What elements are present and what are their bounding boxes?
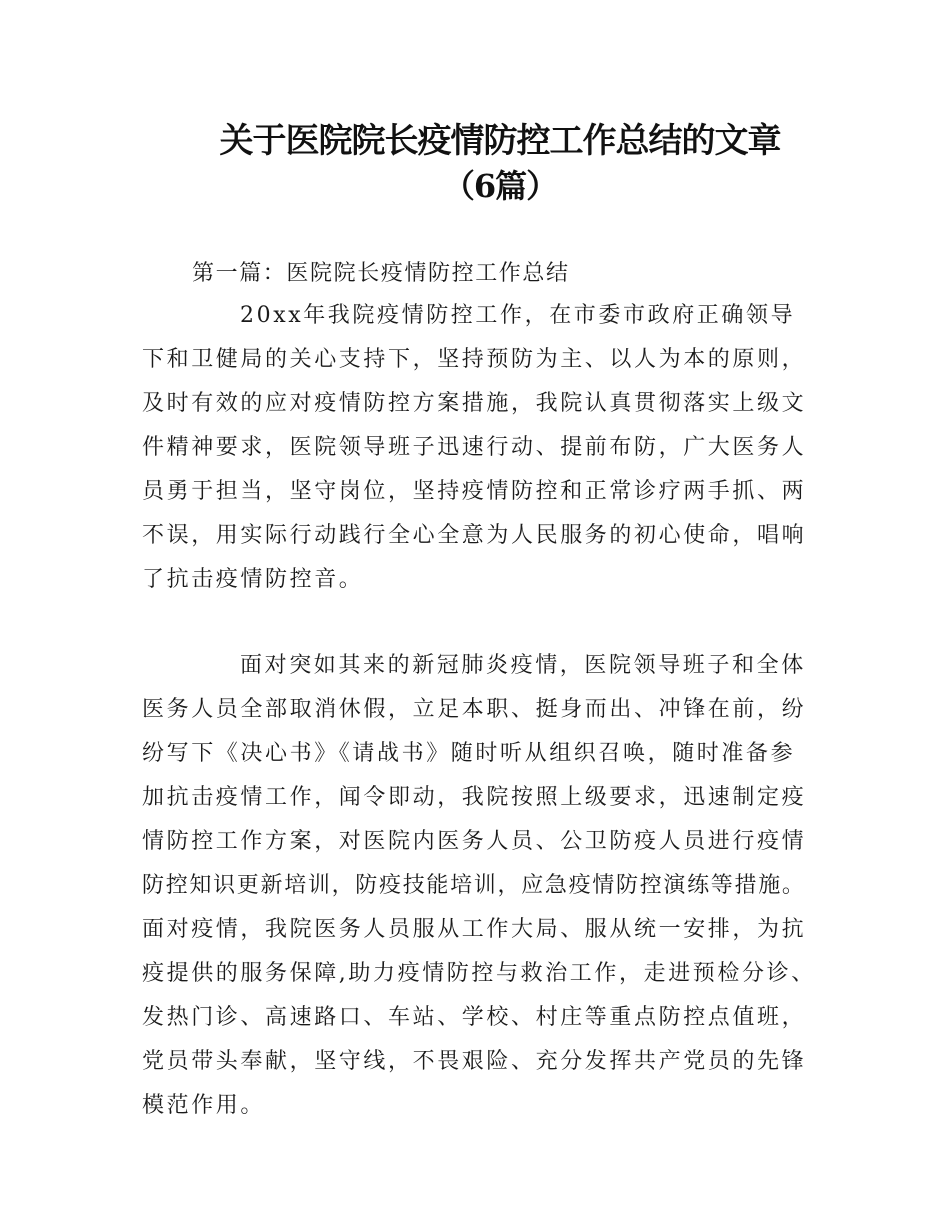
paragraph-line: 及时有效的应对疫情防控方案措施，我院认真贯彻落实上级文: [142, 391, 807, 416]
paragraph-line: 情防控工作方案，对医院内医务人员、公卫防疫人员进行疫情: [142, 829, 807, 854]
paragraph-line: 模范作用。: [142, 1093, 266, 1118]
paragraph-line: 医务人员全部取消休假，立足本职、挺身而出、冲锋在前，纷: [142, 697, 807, 722]
paragraph-line: 疫提供的服务保障,助力疫情防控与救治工作，走进预检分诊、: [142, 961, 816, 986]
section-heading: 第一篇：医院院长疫情防控工作总结: [192, 261, 570, 286]
document-title: 关于医院院长疫情防控工作总结的文章: [219, 121, 781, 161]
paragraph-line: 面对疫情，我院医务人员服从工作大局、服从统一安排，为抗: [142, 917, 807, 942]
paragraph-line: 加抗击疫情工作，闻令即动，我院按照上级要求，迅速制定疫: [142, 785, 807, 810]
paragraph-line: 发热门诊、高速路口、车站、学校、村庄等重点防控点值班，: [142, 1005, 807, 1030]
paragraph-line: 不误，用实际行动践行全心全意为人民服务的初心使命，唱响: [142, 523, 807, 548]
paragraph-line: 了抗击疫情防控音。: [142, 567, 364, 592]
paragraph-line: 面对突如其来的新冠肺炎疫情，医院领导班子和全体: [240, 653, 806, 678]
paragraph-line: 纷写下《决心书》《请战书》随时听从组织召唤，随时准备参: [142, 741, 796, 766]
paragraph-line: 件精神要求，医院领导班子迅速行动、提前布防，广大医务人: [142, 435, 807, 460]
paragraph-line: 20xx年我院疫情防控工作，在市委市政府正确领导: [240, 303, 796, 328]
paragraph-line: 防控知识更新培训，防疫技能培训，应急疫情防控演练等措施。: [142, 873, 806, 898]
paragraph-line: 党员带头奉献，坚守线，不畏艰险、充分发挥共产党员的先锋: [142, 1049, 807, 1074]
document-title-count: （6篇）: [442, 167, 558, 205]
paragraph-line: 下和卫健局的关心支持下，坚持预防为主、以人为本的原则，: [142, 347, 807, 372]
paragraph-line: 员勇于担当，坚守岗位，坚持疫情防控和正常诊疗两手抓、两: [142, 479, 807, 504]
